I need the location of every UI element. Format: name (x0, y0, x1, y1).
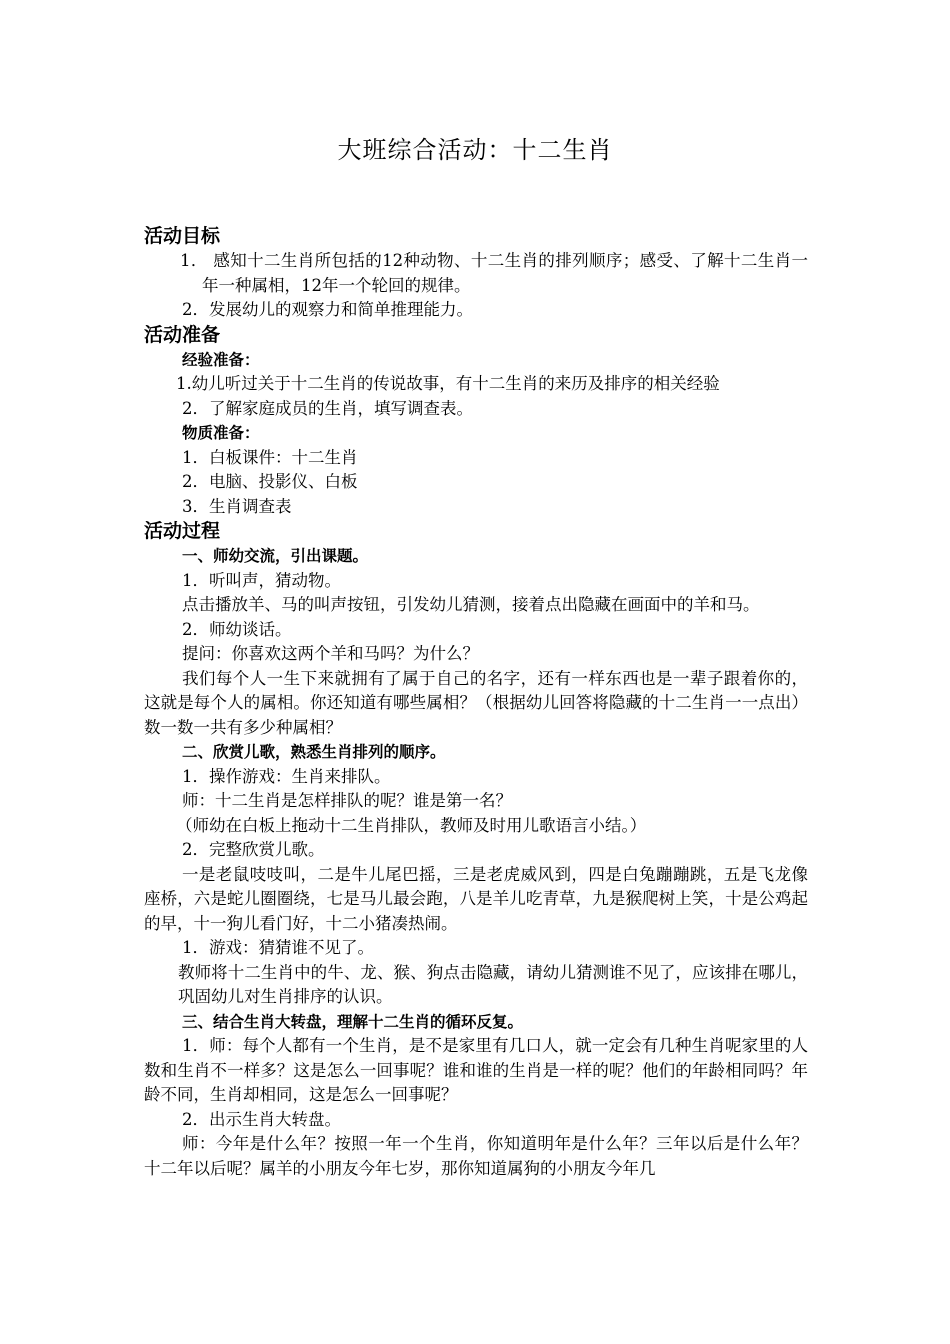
experience-item-2: 2．了解家庭成员的生肖，填写调查表。 (182, 398, 473, 418)
process-part-2-heading: 二、欣赏儿歌，熟悉生肖排列的顺序。 (182, 743, 446, 761)
material-prep-label: 物质准备： (182, 424, 260, 442)
nursery-rhyme-text: 一是老鼠吱吱叫，二是牛儿尾巴摇，三是老虎威风到，四是白兔蹦蹦跳，五是飞龙像座桥，六是蛇儿圈圈绕，七是马儿最会跑，八是羊儿吃青草，九是猴爬树上笑，十是公鸡起的早，十一狗儿看门好，十二小猪凑热闹。 (144, 864, 808, 933)
process-paragraph: 1．听叫声，猜动物。 (182, 570, 341, 590)
goal-item-1: 1． 感知十二生肖所包括的12种动物、十二生肖的排列顺序；感受、了解十二生肖一年一种属相，12年一个轮回的规律。 (180, 251, 808, 295)
material-item-1: 1．白板课件：十二生肖 (182, 447, 358, 467)
material-item-3: 3．生肖调查表 (182, 496, 292, 516)
process-part-3-heading: 三、结合生肖大转盘，理解十二生肖的循环反复。 (182, 1012, 524, 1031)
process-paragraph: 2．完整欣赏儿歌。 (182, 840, 325, 859)
section-heading-process: 活动过程 (144, 520, 221, 542)
process-paragraph: 师：今年是什么年？按照一年一个生肖，你知道明年是什么年？三年以后是什么年？十二年以后呢？属羊的小朋友今年七岁，那你知道属狗的小朋友今年几 (144, 1134, 808, 1178)
experience-prep-label: 经验准备： (182, 350, 260, 369)
process-paragraph: 2．出示生肖大转盘。 (182, 1109, 341, 1129)
process-paragraph: 1．师：每个人都有一个生肖，是不是家里有几口人，就一定会有几种生肖呢家里的人数和生肖不一样多？这是怎么一回事呢？谁和谁的生肖是一样的呢？他们的年龄相同吗？年龄不同，生肖却相同，这是怎么一回事呢？ (144, 1036, 808, 1104)
process-part-1-heading: 一、师幼交流，引出课题。 (182, 547, 369, 565)
process-paragraph: 2．师幼谈话。 (182, 619, 292, 639)
process-paragraph: 师：十二生肖是怎样排队的呢？谁是第一名？ (182, 791, 512, 810)
experience-item-1: 1.幼儿听过关于十二生肖的传说故事，有十二生肖的来历及排序的相关经验 (176, 374, 720, 393)
section-heading-goals: 活动目标 (144, 225, 221, 247)
process-paragraph: 1．操作游戏：生肖来排队。 (182, 766, 391, 786)
process-paragraph: 我们每个人一生下来就拥有了属于自己的名字，还有一样东西也是一辈子跟着你的，这就是每个人的属相。你还知道有哪些属相？（根据幼儿回答将隐藏的十二生肖一一点出）数一数一共有多少种属相？ (144, 668, 808, 737)
material-item-2: 2．电脑、投影仪、白板 (182, 472, 358, 491)
process-paragraph: （师幼在白板上拖动十二生肖排队，教师及时用儿歌语言小结。） (176, 815, 647, 835)
process-paragraph: 提问：你喜欢这两个羊和马吗？为什么？ (182, 644, 479, 663)
document-body (144, 224, 808, 1181)
process-paragraph: 教师将十二生肖中的牛、龙、猴、狗点击隐藏，请幼儿猜测谁不见了，应该排在哪儿，巩固幼儿对生肖排序的认识。 (178, 962, 808, 1006)
section-heading-preparation: 活动准备 (144, 323, 221, 346)
goal-item-2: 2．发展幼儿的观察力和简单推理能力。 (182, 300, 473, 319)
document-title: 大班综合活动：十二生肖 (337, 136, 613, 164)
process-paragraph: 1．游戏：猜猜谁不见了。 (182, 938, 374, 957)
process-paragraph: 点击播放羊、马的叫声按钮，引发幼儿猜测，接着点出隐藏在画面中的羊和马。 (182, 595, 760, 614)
